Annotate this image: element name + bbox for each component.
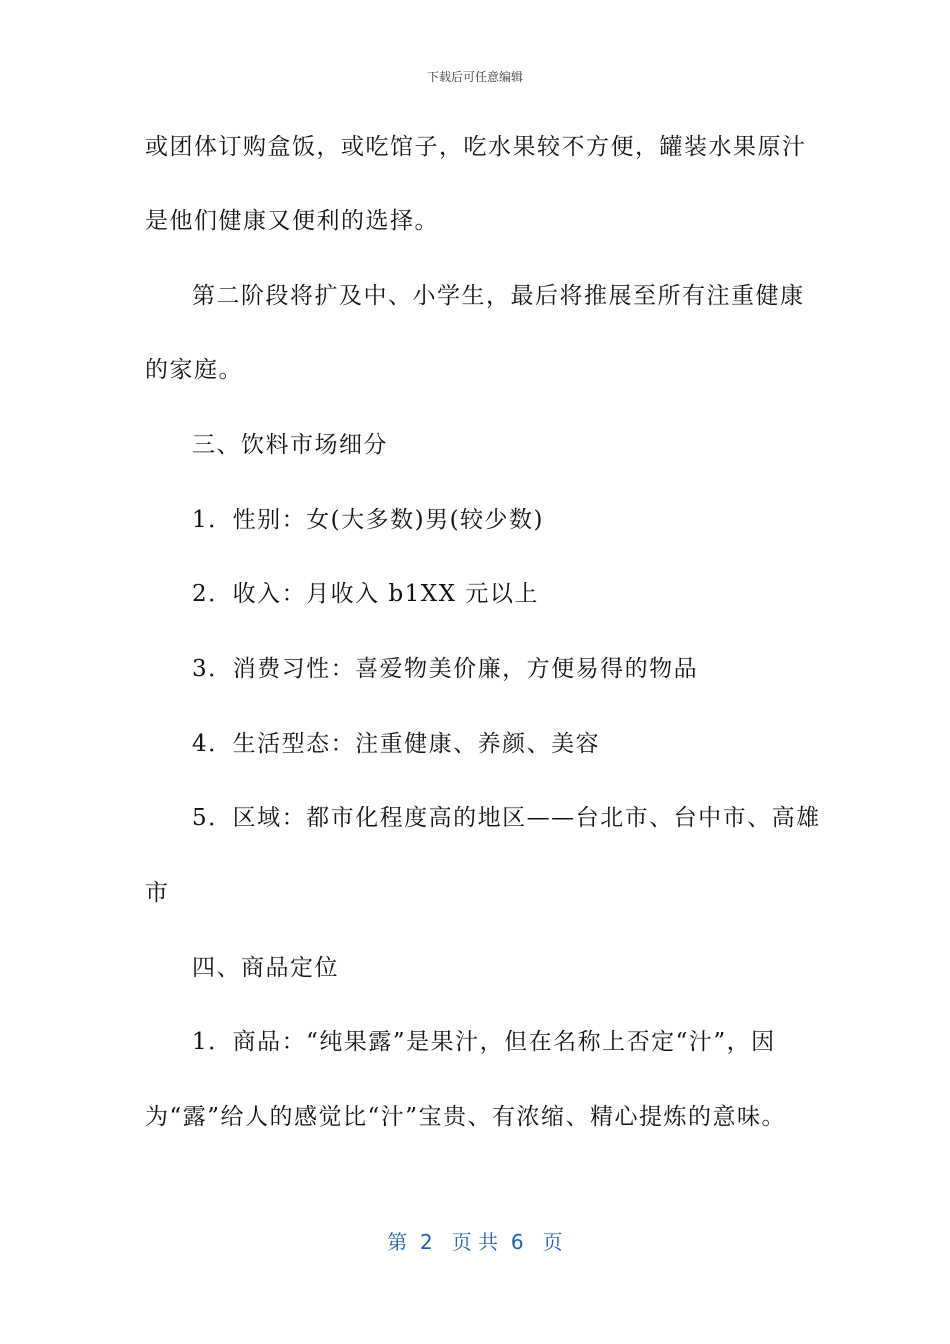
list-item: 3．消费习性：喜爱物美价廉，方便易得的物品: [192, 656, 699, 682]
section-heading: 四、商品定位: [192, 955, 339, 981]
section-heading: 三、饮料市场细分: [192, 432, 388, 458]
list-item: 2．收入：月收入 b1XX 元以上: [192, 581, 539, 607]
paragraph-line: 是他们健康又便利的选择。: [145, 208, 439, 234]
paragraph-line: 的家庭。: [145, 357, 243, 383]
paragraph-line: 第二阶段将扩及中、小学生，最后将推展至所有注重健康: [192, 283, 805, 309]
list-item: 1．商品：“纯果露”是果汁，但在名称上否定“汁”，因: [192, 1029, 776, 1055]
paragraph-line: 为“露”给人的感觉比“汁”宝贵、有浓缩、精心提炼的意味。: [145, 1104, 787, 1130]
paragraph-line: 市: [145, 880, 170, 906]
list-item: 4．生活型态：注重健康、养颜、美容: [192, 731, 601, 757]
paragraph-line: 或团体订购盒饭，或吃馆子，吃水果较不方便，罐装水果原汁: [145, 134, 807, 160]
list-item: 1．性别：女(大多数)男(较少数): [192, 507, 545, 533]
page-number: 第 2 页 共 6 页: [387, 1230, 563, 1254]
list-item: 5．区域：都市化程度高的地区——台北市、台中市、高雄: [192, 805, 821, 831]
header-note: 下载后可任意编辑: [426, 70, 523, 84]
